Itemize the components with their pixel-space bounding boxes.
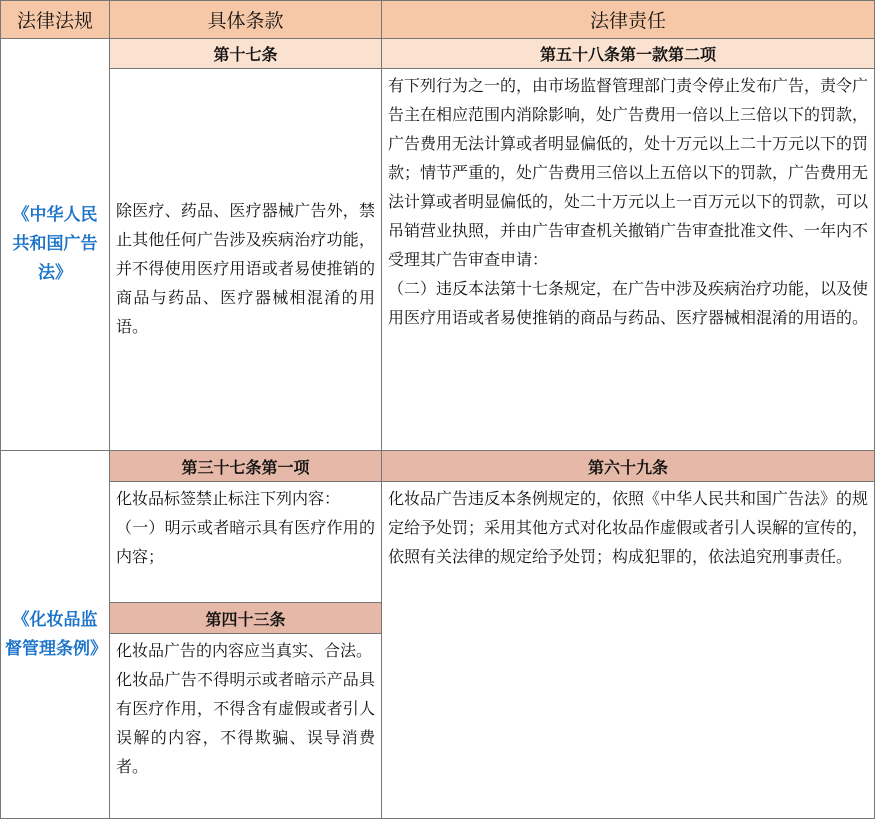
table-row: [1, 69, 875, 451]
clause-title: 第四十三条: [110, 603, 382, 634]
clause-text: 化妆品标签禁止标注下列内容： （一）明示或者暗示具有医疗作用的内容；: [110, 482, 382, 603]
table-row: [1, 39, 875, 69]
law-name-advertising: 《中华人民共和国广告法》: [1, 39, 110, 451]
clause-title: 第三十七条第一项: [110, 451, 382, 482]
liability-title: 第六十九条: [382, 451, 875, 482]
law-name-cosmetics: 《化妆品监督管理条例》: [1, 451, 110, 819]
header-liability: 法律责任: [382, 1, 875, 39]
table-header-row: [1, 1, 875, 39]
clause-title: 第十七条: [110, 39, 382, 69]
clause-text: 除医疗、药品、医疗器械广告外，禁止其他任何广告涉及疾病治疗功能，并不得使用医疗用语或者易使推销的商品与药品、医疗器械相混淆的用语。: [110, 69, 382, 451]
liability-text: 有下列行为之一的，由市场监督管理部门责令停止发布广告，责令广告主在相应范围内消除影响，处广告费用一倍以上三倍以下的罚款，广告费用无法计算或者明显偏低的，处十万元以上二十万元以下的罚款；情节严重的，处广告费用三倍以上五倍以下的罚款，广告费用无法计算或者明显偏低的，处二十万元以上一百万元以下的罚款，可以吊销营业执照，并由广告审查机关撤销广告审查批准文件、一年内不受理其广告审查申请： （二）违反本法第十七条规定，在广告中涉及疾病治疗功能，以及使用医疗用语或者易使推销的商品与药品、医疗器械相混淆的用语的。: [382, 69, 875, 451]
liability-title: 第五十八条第一款第二项: [382, 39, 875, 69]
header-clauses: 具体条款: [110, 1, 382, 39]
clause-text: 化妆品广告的内容应当真实、合法。 化妆品广告不得明示或者暗示产品具有医疗作用，不得含有虚假或者引人误解的内容，不得欺骗、误导消费者。: [110, 634, 382, 819]
header-laws: 法律法规: [1, 1, 110, 39]
liability-text: 化妆品广告违反本条例规定的，依照《中华人民共和国广告法》的规定给予处罚；采用其他方式对化妆品作虚假或者引人误解的宣传的，依照有关法律的规定给予处罚；构成犯罪的，依法追究刑事责任。: [382, 482, 875, 819]
table-row: [1, 482, 875, 603]
table-row: [1, 451, 875, 482]
